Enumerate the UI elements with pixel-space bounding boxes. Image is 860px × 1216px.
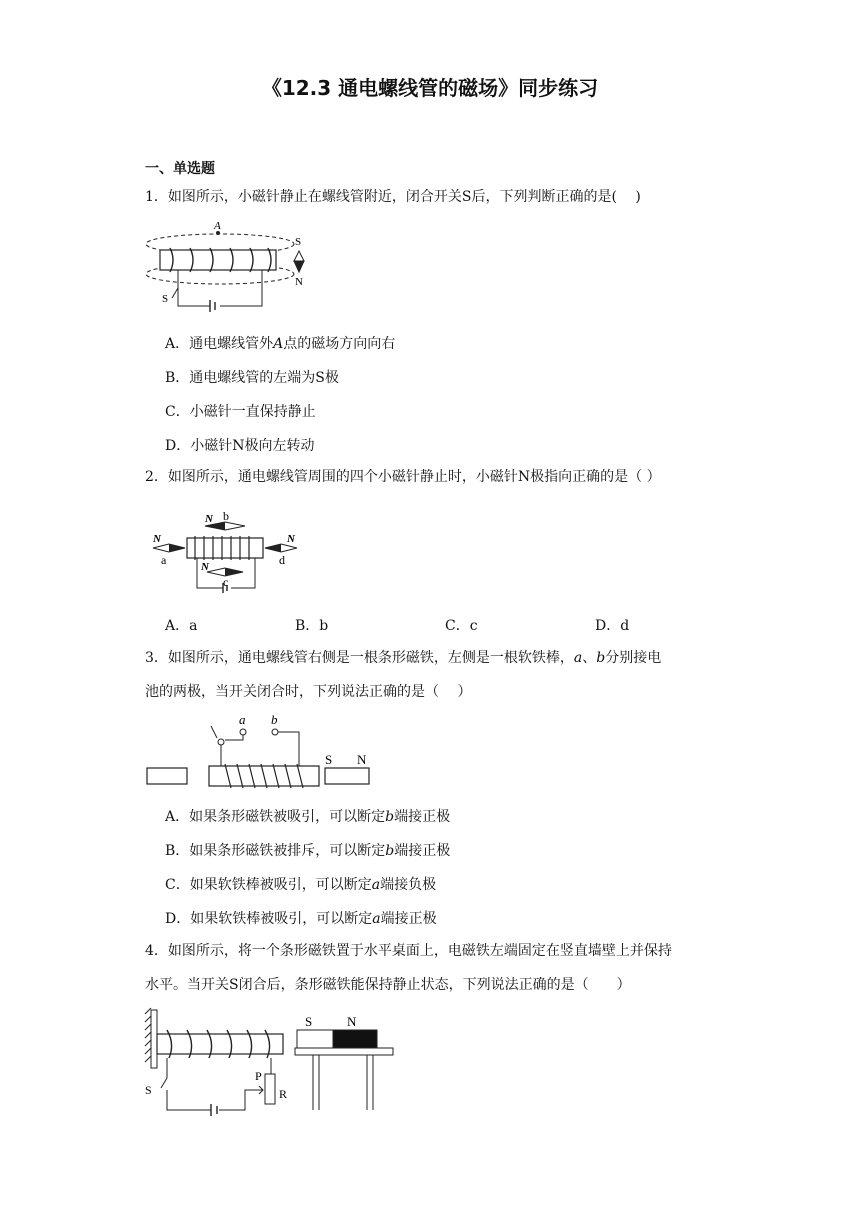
table-top xyxy=(295,1048,393,1055)
magnet-n-label: N xyxy=(347,1014,357,1029)
needle-a-n: N xyxy=(153,533,161,545)
solenoid-core xyxy=(187,538,263,558)
needle-c-label: c xyxy=(223,575,229,589)
terminal-a xyxy=(240,729,246,735)
question-2-option-b: B．b xyxy=(295,618,329,634)
rheostat-r-label: R xyxy=(279,1087,288,1101)
switch xyxy=(161,1078,167,1088)
circuit-wires xyxy=(167,1058,271,1110)
needle-b-label: b xyxy=(223,509,229,523)
slider-p-label: P xyxy=(255,1069,262,1083)
wall-hatching xyxy=(145,1008,151,1062)
wall xyxy=(151,1010,157,1068)
needle-d-label: d xyxy=(279,553,285,567)
switch xyxy=(211,726,217,738)
question-1-stem: 1．如图所示，小磁针静止在螺线管附近，闭合开关S后，下列判断正确的是( ) xyxy=(145,189,641,205)
question-3-option-b: B．如果条形磁铁被排斥，可以断定b端接正极 xyxy=(165,843,451,859)
question-3-figure xyxy=(145,712,385,792)
wire-a xyxy=(225,735,243,740)
circuit-wires xyxy=(178,270,262,306)
needle-n-label: N xyxy=(295,276,303,288)
solenoid-core xyxy=(160,250,276,270)
table-legs xyxy=(313,1055,373,1110)
compass-needle-south xyxy=(294,251,304,261)
point-a-label: A xyxy=(214,220,221,232)
question-1-option-d: D．小磁针N极向左转动 xyxy=(165,438,315,454)
question-4-stem-line-1: 4．如图所示，将一个条形磁铁置于水平桌面上，电磁铁左端固定在竖直墙壁上并保持 xyxy=(145,943,672,959)
magnet-s-label: S xyxy=(305,1014,313,1029)
magnet-s-label: S xyxy=(325,752,333,767)
question-1-figure xyxy=(140,218,310,318)
bar-magnet-s xyxy=(297,1030,333,1048)
question-1-option-b: B．通电螺线管的左端为S极 xyxy=(165,370,339,386)
question-4-figure xyxy=(145,1008,405,1118)
battery xyxy=(211,1104,217,1116)
question-3-option-c: C．如果软铁棒被吸引，可以断定a端接负极 xyxy=(165,877,437,893)
question-3-stem-line-2: 池的两极，当开关闭合时，下列说法正确的是（ ） xyxy=(145,684,472,700)
terminal-a-label: a xyxy=(239,712,246,727)
rheostat-slider xyxy=(253,1086,263,1094)
switch xyxy=(172,288,178,298)
question-2-stem: 2．如图所示，通电螺线管周围的四个小磁针静止时，小磁针N极指向正确的是（ ） xyxy=(145,469,661,485)
wire-b xyxy=(278,732,299,766)
needle-d-tip xyxy=(265,544,281,552)
needle-a-label: a xyxy=(161,553,167,567)
question-1-option-a: A．通电螺线管外A点的磁场方向向右 xyxy=(165,336,396,352)
bar-magnet-n xyxy=(333,1030,377,1048)
battery xyxy=(210,300,215,312)
question-3-stem-line-1: 3．如图所示，通电螺线管右侧是一根条形磁铁，左侧是一根软铁棒，a、b分别接电 xyxy=(145,650,662,666)
needle-b-n: N xyxy=(205,513,213,525)
section-heading: 一、单选题 xyxy=(145,161,215,177)
question-2-option-c: C．c xyxy=(445,618,478,634)
question-1-option-c: C．小磁针一直保持静止 xyxy=(165,404,316,420)
question-4-stem-line-2: 水平。当开关S闭合后，条形磁铁能保持静止状态，下列说法正确的是（ ） xyxy=(145,977,631,993)
switch-pivot xyxy=(218,739,224,745)
rheostat xyxy=(265,1074,275,1104)
question-2-option-d: D．d xyxy=(595,618,630,634)
page-title: 《12.3 通电螺线管的磁场》同步练习 xyxy=(261,76,599,100)
switch-label: S xyxy=(145,1083,152,1097)
needle-c-n: N xyxy=(201,561,209,573)
question-3-option-d: D．如果软铁棒被吸引，可以断定a端接正极 xyxy=(165,911,437,927)
soft-iron-bar xyxy=(147,768,187,784)
switch-label: S xyxy=(162,293,169,305)
compass-needle-north xyxy=(294,261,304,272)
bar-magnet xyxy=(325,768,369,784)
question-2-figure xyxy=(145,506,315,598)
needle-a-tip xyxy=(169,544,185,552)
question-3-option-a: A．如果条形磁铁被吸引，可以断定b端接正极 xyxy=(165,809,451,825)
question-2-option-a: A．a xyxy=(165,618,198,634)
needle-d-n: N xyxy=(287,533,295,545)
needle-s-label: S xyxy=(295,236,302,248)
magnet-n-label: N xyxy=(357,752,367,767)
terminal-b xyxy=(272,729,278,735)
electromagnet-core xyxy=(157,1034,283,1054)
terminal-b-label: b xyxy=(271,712,278,727)
